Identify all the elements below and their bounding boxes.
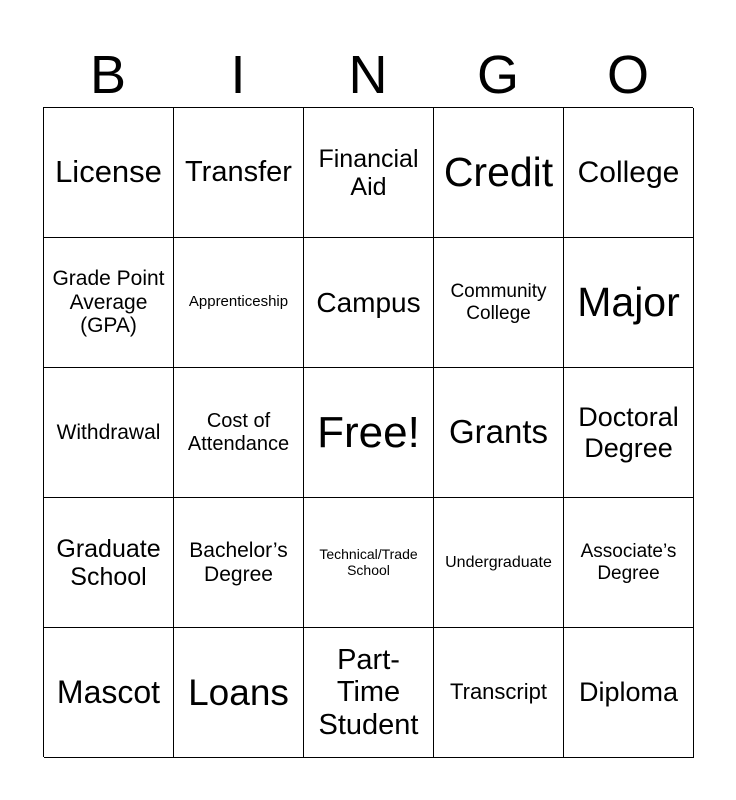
bingo-cell-r5-c4[interactable]	[434, 628, 564, 758]
bingo-cell-label: Credit	[443, 148, 554, 195]
bingo-cell-r2-c5[interactable]	[564, 238, 694, 368]
bingo-cell-r3-c2[interactable]	[174, 368, 304, 498]
header-letter-g: G	[476, 45, 519, 105]
header-letter-o: O	[606, 45, 649, 105]
bingo-cell-label: Part-Time Student	[318, 643, 419, 741]
bingo-cell-r4-c2[interactable]	[174, 498, 304, 628]
header-letter-i: I	[230, 45, 246, 105]
bingo-cell-r1-c5[interactable]	[564, 108, 694, 238]
bingo-cell-label: License	[55, 154, 162, 190]
bingo-cell-label: Undergraduate	[445, 553, 552, 571]
bingo-cell-label: Loans	[188, 671, 289, 713]
bingo-cell-r1-c2[interactable]	[174, 108, 304, 238]
bingo-cell-label: Withdrawal	[56, 420, 161, 444]
bingo-cell-r2-c1[interactable]	[44, 238, 174, 368]
bingo-cell-label: Bachelor’s Degree	[189, 538, 288, 586]
bingo-cell-label: Grade Point Average (GPA)	[52, 267, 165, 338]
bingo-cell-r3-c4[interactable]	[434, 368, 564, 498]
bingo-cell-r2-c3[interactable]	[304, 238, 434, 368]
bingo-cell-label: Apprenticeship	[188, 293, 289, 311]
bingo-cell-label: Community College	[450, 281, 547, 324]
bingo-header	[43, 44, 693, 106]
bingo-cell-label: Transfer	[185, 156, 292, 189]
bingo-cell-r3-c5[interactable]	[564, 368, 694, 498]
bingo-cell-label: Campus	[316, 286, 421, 318]
bingo-cell-label: Financial Aid	[318, 144, 419, 201]
bingo-cell-r2-c4[interactable]	[434, 238, 564, 368]
bingo-cell-label: Transcript	[450, 679, 547, 705]
bingo-cell-label: Associate’s Degree	[580, 541, 677, 584]
bingo-cell-r1-c1[interactable]	[44, 108, 174, 238]
bingo-cell-r4-c5[interactable]	[564, 498, 694, 628]
bingo-board	[43, 107, 693, 757]
bingo-cell-label: Graduate School	[56, 534, 161, 591]
bingo-cell-label: Technical/Trade School	[319, 545, 418, 578]
bingo-cell-r5-c5[interactable]	[564, 628, 694, 758]
bingo-cell-r4-c3[interactable]	[304, 498, 434, 628]
bingo-cell-label: Cost of Attendance	[187, 410, 290, 455]
bingo-cell-r1-c3[interactable]	[304, 108, 434, 238]
bingo-cell-label: Major	[577, 278, 680, 325]
bingo-cell-r3-c1[interactable]	[44, 368, 174, 498]
bingo-cell-r5-c2[interactable]	[174, 628, 304, 758]
bingo-cell-label: Grants	[448, 413, 549, 451]
bingo-cell-r4-c1[interactable]	[44, 498, 174, 628]
bingo-cell-label: College	[577, 155, 680, 189]
bingo-cell-label: Doctoral Degree	[578, 402, 679, 463]
bingo-cell-r2-c2[interactable]	[174, 238, 304, 368]
header-letter-n: N	[348, 45, 388, 105]
bingo-cell-r4-c4[interactable]	[434, 498, 564, 628]
header-letter-b: B	[89, 45, 127, 105]
bingo-cell-r1-c4[interactable]	[434, 108, 564, 238]
bingo-cell-label: Mascot	[56, 673, 161, 710]
bingo-cell-r5-c3[interactable]	[304, 628, 434, 758]
bingo-cell-label: Free!	[317, 407, 420, 457]
free-space-cell[interactable]	[304, 368, 434, 498]
bingo-cell-label: Diploma	[578, 677, 679, 708]
bingo-cell-r5-c1[interactable]	[44, 628, 174, 758]
